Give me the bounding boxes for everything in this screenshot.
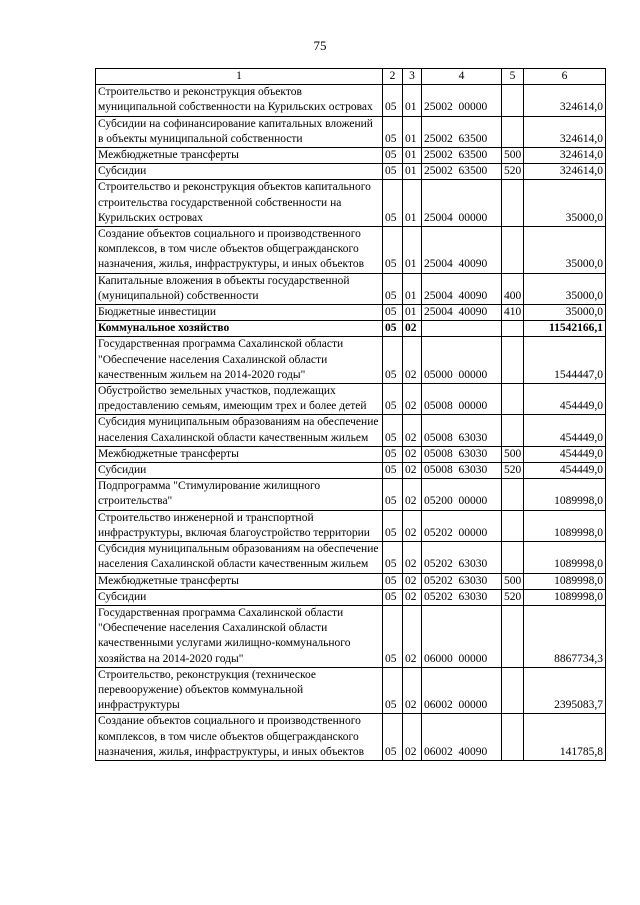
table-row [96,321,606,337]
row-name-cell: Государственная программа Сахалинской области "Обеспечение населения Сахалинской области качественными услугами жилищно-коммунального хозяйства на 2014-2020 годы" [96,605,383,667]
table-row [96,589,606,605]
row-subsection-cell: 02 [403,384,422,415]
row-section-cell: 05 [383,605,403,667]
row-name-cell: Строительство и реконструкция объектов капитального строительства государственной собственности на Курильских островах [96,180,383,227]
row-expense-type-cell: 500 [502,148,524,164]
row-name-cell: Подпрограмма "Стимулирование жилищного строительства" [96,479,383,510]
row-expense-type-cell: 410 [502,305,524,321]
row-amount-cell: 35000,0 [524,273,606,304]
table-row [96,463,606,479]
row-target-article-cell [422,321,502,337]
row-subsection-cell: 01 [403,180,422,227]
row-name-cell: Строительство, реконструкция (техническое перевооружение) объектов коммунальной инфраструктуры [96,667,383,714]
row-expense-type-cell [502,85,524,116]
row-amount-cell: 454449,0 [524,446,606,462]
header-col-5: 5 [502,69,524,85]
row-expense-type-cell [502,321,524,337]
table-row [96,273,606,304]
row-name-cell: Субсидии [96,463,383,479]
table-row [96,116,606,147]
row-target-article-cell: 25002 00000 [422,85,502,116]
table-row [96,164,606,180]
row-expense-type-cell [502,227,524,274]
table-row [96,605,606,667]
row-target-article-cell: 05202 63030 [422,542,502,573]
row-target-article-cell: 05202 63030 [422,589,502,605]
row-name-cell: Субсидии [96,164,383,180]
row-section-cell: 05 [383,415,403,446]
header-col-6: 6 [524,69,606,85]
row-section-cell: 05 [383,227,403,274]
row-expense-type-cell: 520 [502,589,524,605]
table-row [96,714,606,761]
row-section-cell: 05 [383,321,403,337]
row-name-cell: Бюджетные инвестиции [96,305,383,321]
row-name-cell: Строительство и реконструкция объектов муниципальной собственности на Курильских островах [96,85,383,116]
row-expense-type-cell [502,384,524,415]
row-subsection-cell: 02 [403,542,422,573]
row-target-article-cell: 05202 00000 [422,510,502,541]
row-amount-cell: 35000,0 [524,227,606,274]
row-amount-cell: 1089998,0 [524,479,606,510]
table-row [96,85,606,116]
row-subsection-cell: 02 [403,573,422,589]
row-amount-cell: 11542166,1 [524,321,606,337]
row-name-cell: Капитальные вложения в объекты государственной (муниципальной) собственности [96,273,383,304]
table-row [96,510,606,541]
row-target-article-cell: 06000 00000 [422,605,502,667]
row-target-article-cell: 05202 63030 [422,573,502,589]
row-subsection-cell: 01 [403,227,422,274]
row-amount-cell: 35000,0 [524,305,606,321]
row-amount-cell: 1089998,0 [524,542,606,573]
row-target-article-cell: 25002 63500 [422,164,502,180]
table-row [96,479,606,510]
row-subsection-cell: 02 [403,479,422,510]
row-section-cell: 05 [383,714,403,761]
row-section-cell: 05 [383,384,403,415]
row-expense-type-cell [502,714,524,761]
row-subsection-cell: 02 [403,714,422,761]
row-target-article-cell: 06002 00000 [422,667,502,714]
row-amount-cell: 324614,0 [524,116,606,147]
row-expense-type-cell [502,415,524,446]
row-subsection-cell: 02 [403,446,422,462]
row-amount-cell: 454449,0 [524,384,606,415]
row-section-cell: 05 [383,180,403,227]
row-subsection-cell: 02 [403,605,422,667]
row-amount-cell: 8867734,3 [524,605,606,667]
row-subsection-cell: 02 [403,463,422,479]
row-section-cell: 05 [383,337,403,384]
row-section-cell: 05 [383,273,403,304]
row-section-cell: 05 [383,479,403,510]
row-subsection-cell: 02 [403,589,422,605]
row-name-cell: Создание объектов социального и производственного комплексов, в том числе объектов общегражданского назначения, жилья, инфраструктуры, и иных объектов [96,714,383,761]
row-subsection-cell: 01 [403,148,422,164]
row-amount-cell: 454449,0 [524,463,606,479]
row-subsection-cell: 02 [403,337,422,384]
row-section-cell: 05 [383,148,403,164]
row-target-article-cell: 05008 63030 [422,446,502,462]
row-name-cell: Субсидия муниципальным образованиям на обеспечение населения Сахалинской области качественным жильем [96,542,383,573]
row-subsection-cell: 01 [403,85,422,116]
row-target-article-cell: 25004 40090 [422,305,502,321]
row-section-cell: 05 [383,542,403,573]
page-number: 75 [313,38,327,53]
row-expense-type-cell [502,479,524,510]
row-amount-cell: 1544447,0 [524,337,606,384]
row-target-article-cell: 25004 00000 [422,180,502,227]
row-expense-type-cell [502,542,524,573]
row-subsection-cell: 01 [403,116,422,147]
row-amount-cell: 324614,0 [524,164,606,180]
header-col-1: 1 [96,69,383,85]
row-subsection-cell: 01 [403,273,422,304]
table-row [96,384,606,415]
row-target-article-cell: 05008 00000 [422,384,502,415]
header-col-2: 2 [383,69,403,85]
budget-table [95,68,606,761]
table-row [96,337,606,384]
row-section-cell: 05 [383,510,403,541]
row-name-cell: Коммунальное хозяйство [96,321,383,337]
row-target-article-cell: 05008 63030 [422,415,502,446]
table-row [96,415,606,446]
row-name-cell: Обустройство земельных участков, подлежащих предоставлению семьям, имеющим трех и более детей [96,384,383,415]
row-amount-cell: 35000,0 [524,180,606,227]
row-name-cell: Субсидии [96,589,383,605]
row-expense-type-cell [502,667,524,714]
row-subsection-cell: 02 [403,321,422,337]
row-name-cell: Субсидии на софинансирование капитальных вложений в объекты муниципальной собственности [96,116,383,147]
row-name-cell: Межбюджетные трансферты [96,148,383,164]
row-expense-type-cell [502,510,524,541]
table-row [96,446,606,462]
table-row [96,180,606,227]
row-target-article-cell: 05008 63030 [422,463,502,479]
row-target-article-cell: 25002 63500 [422,148,502,164]
row-subsection-cell: 01 [403,164,422,180]
row-expense-type-cell [502,337,524,384]
table-row [96,667,606,714]
row-expense-type-cell: 500 [502,446,524,462]
row-name-cell: Межбюджетные трансферты [96,446,383,462]
row-name-cell: Субсидия муниципальным образованиям на обеспечение населения Сахалинской области качественным жильем [96,415,383,446]
row-expense-type-cell [502,180,524,227]
row-subsection-cell: 02 [403,415,422,446]
row-section-cell: 05 [383,446,403,462]
row-section-cell: 05 [383,589,403,605]
row-section-cell: 05 [383,85,403,116]
table-header-row [96,69,606,85]
row-section-cell: 05 [383,164,403,180]
row-target-article-cell: 05200 00000 [422,479,502,510]
row-amount-cell: 1089998,0 [524,573,606,589]
row-expense-type-cell: 520 [502,463,524,479]
row-subsection-cell: 01 [403,305,422,321]
table-row [96,148,606,164]
table-row [96,573,606,589]
row-section-cell: 05 [383,116,403,147]
header-col-4: 4 [422,69,502,85]
row-target-article-cell: 25004 40090 [422,273,502,304]
row-name-cell: Межбюджетные трансферты [96,573,383,589]
row-amount-cell: 324614,0 [524,148,606,164]
row-subsection-cell: 02 [403,667,422,714]
table-row [96,227,606,274]
row-amount-cell: 2395083,7 [524,667,606,714]
row-amount-cell: 1089998,0 [524,510,606,541]
row-section-cell: 05 [383,305,403,321]
row-section-cell: 05 [383,667,403,714]
table-row [96,542,606,573]
row-expense-type-cell [502,116,524,147]
table-row [96,305,606,321]
row-amount-cell: 1089998,0 [524,589,606,605]
row-target-article-cell: 06002 40090 [422,714,502,761]
row-amount-cell: 141785,8 [524,714,606,761]
row-expense-type-cell: 400 [502,273,524,304]
row-section-cell: 05 [383,573,403,589]
row-target-article-cell: 05000 00000 [422,337,502,384]
row-name-cell: Создание объектов социального и производственного комплексов, в том числе объектов общегражданского назначения, жилья, инфраструктуры, и иных объектов [96,227,383,274]
header-col-3: 3 [403,69,422,85]
row-name-cell: Государственная программа Сахалинской области "Обеспечение населения Сахалинской области качественным жильем на 2014-2020 годы" [96,337,383,384]
row-name-cell: Строительство инженерной и транспортной инфраструктуры, включая благоустройство территории [96,510,383,541]
row-expense-type-cell [502,605,524,667]
row-section-cell: 05 [383,463,403,479]
row-expense-type-cell: 500 [502,573,524,589]
row-target-article-cell: 25004 40090 [422,227,502,274]
row-amount-cell: 454449,0 [524,415,606,446]
row-subsection-cell: 02 [403,510,422,541]
row-target-article-cell: 25002 63500 [422,116,502,147]
row-amount-cell: 324614,0 [524,85,606,116]
row-expense-type-cell: 520 [502,164,524,180]
